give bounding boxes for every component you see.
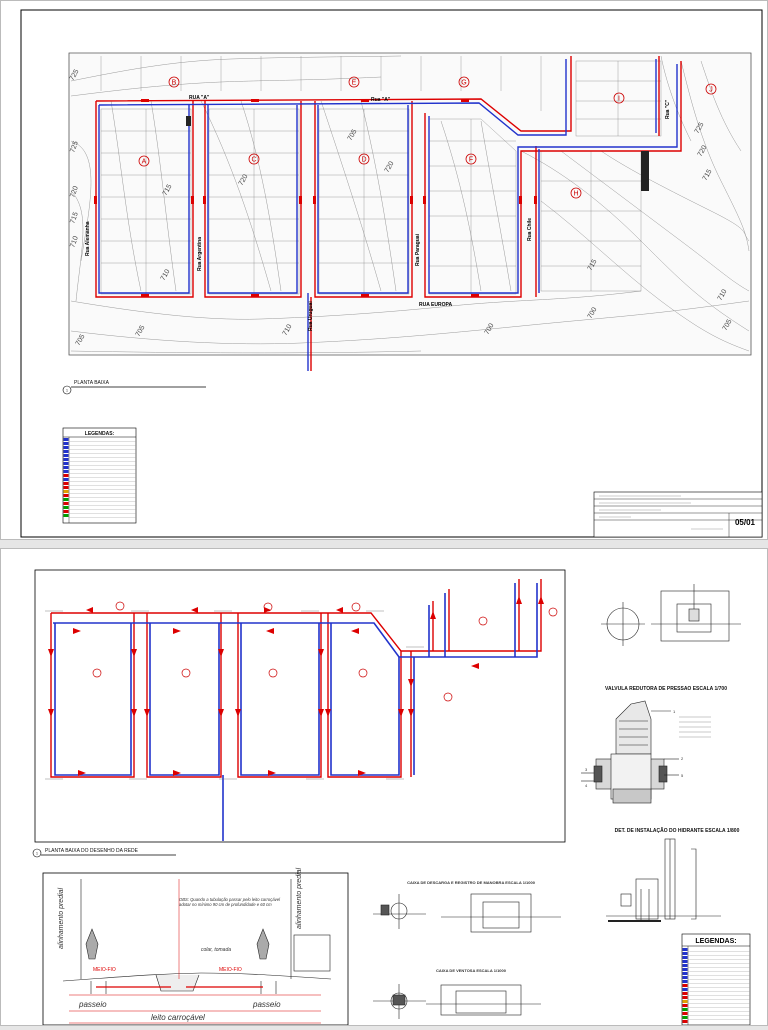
- alignment-label: alinhamento predial: [296, 867, 303, 929]
- sheet-2-drawing: [1, 549, 767, 1025]
- block-label: C: [251, 156, 257, 164]
- valve-number: 5: [681, 773, 684, 778]
- street-label: RUA "A": [189, 95, 210, 101]
- contour-label: 715: [69, 211, 80, 225]
- hydrant-title: DET. DE INSTALAÇÃO DO HIDRANTE ESCALA 1/800: [614, 828, 740, 834]
- block-label: E: [351, 79, 357, 87]
- contour-label: 710: [69, 235, 80, 249]
- contour-label: 700: [483, 322, 496, 336]
- curb-label: colar, tomada: [201, 947, 232, 953]
- sidewalk-label: passeio: [79, 1000, 107, 1009]
- block-label: D: [361, 156, 367, 164]
- street-label: Rua "C": [665, 99, 671, 119]
- valve-number: 2: [681, 756, 684, 761]
- legend-title: LEGENDAS:: [84, 431, 115, 437]
- drawing-sheet-2: [0, 548, 768, 1026]
- street-label: Rua Alemanha: [85, 221, 91, 256]
- contour-label: 710: [716, 288, 729, 302]
- block-label: F: [468, 156, 474, 164]
- street-label: Rua Paraguai: [415, 234, 421, 266]
- block-label: J: [709, 86, 713, 94]
- valve-number: 1: [673, 709, 676, 714]
- valve-title: VALVULA REDUTORA DE PRESSAO ESCALA 1/700: [605, 686, 727, 692]
- valve-box-detail: [601, 584, 741, 646]
- contour-label: 700: [586, 306, 599, 320]
- sidewalk-label: passeio: [253, 1000, 281, 1009]
- contour-label: 705: [74, 333, 87, 347]
- contour-label: 705: [346, 128, 359, 142]
- contour-label: 705: [134, 324, 147, 338]
- block-label: B: [171, 79, 177, 87]
- view-number: 1: [65, 387, 69, 393]
- block-label: G: [461, 79, 467, 87]
- view-number: 1: [35, 850, 39, 856]
- section-note: OBS: Quando a tubulação passar pelo leito carroçável adotar no mínimo 90 cm de profundidade e 60 cm: [179, 897, 281, 907]
- carriageway-label: leito carroçável: [151, 1013, 205, 1022]
- vent-box-drawing: [373, 984, 541, 1019]
- contour-label: 720: [696, 144, 709, 158]
- legend-box: [63, 428, 136, 523]
- contour-label: 720: [383, 160, 396, 174]
- title-block: [594, 492, 762, 537]
- contour-label: 725: [693, 121, 706, 135]
- contour-label: 720: [237, 173, 250, 187]
- street-label: Rua Chile: [527, 217, 533, 241]
- contour-label: 710: [281, 323, 294, 337]
- valve-symbol: [186, 116, 191, 126]
- contour-label: 720: [69, 185, 80, 199]
- section-note-container: [179, 897, 289, 935]
- block-label: H: [573, 190, 579, 198]
- alignment-label: alinhamento predial: [58, 887, 65, 949]
- valve-callout-lines: [679, 717, 711, 737]
- stair-hatch: [641, 151, 649, 191]
- street-label: RUA EUROPA: [419, 302, 453, 308]
- block-label: I: [618, 95, 620, 103]
- street-label: Rua Argentina: [197, 237, 203, 271]
- contour-label: 710: [159, 268, 172, 282]
- sheet-number: 05/01: [734, 518, 756, 527]
- hydrant-drawing: [606, 839, 721, 921]
- contour-label: 715: [701, 168, 714, 182]
- contour-label: 725: [68, 68, 81, 82]
- contour-label: 725: [69, 140, 80, 154]
- meio-fio-label: MEIO-FIO: [93, 967, 116, 973]
- network-title: PLANTA BAIXA DO DESENHO DA REDE: [45, 848, 138, 854]
- discharge-box-drawing: [373, 894, 561, 932]
- legend-title-2: LEGENDAS:: [695, 938, 737, 945]
- legend-box-2: [682, 934, 750, 1025]
- block-label: A: [141, 158, 147, 166]
- view-title: PLANTA BAIXA: [74, 380, 109, 386]
- discharge-title: CAIXA DE DESCARGA E REGISTRO DE MANOBRA ESCALA 1/1000: [407, 880, 535, 885]
- network-plan-frame: [35, 570, 565, 842]
- pressure-valve-drawing: [581, 701, 679, 803]
- meio-fio-label: MEIO-FIO: [219, 967, 242, 973]
- contour-label: 715: [161, 183, 174, 197]
- street-label: Rua Uruguai: [308, 301, 314, 331]
- contour-label: 715: [586, 258, 599, 272]
- sheet-1-drawing: [1, 1, 767, 539]
- vent-title: CAIXA DE VENTOSA ESCALA 1/1000: [436, 968, 506, 973]
- valve-number: 3: [585, 767, 588, 772]
- street-label: Rua "A": [371, 97, 391, 103]
- contour-label: 705: [721, 318, 734, 332]
- valve-number: 4: [585, 783, 588, 788]
